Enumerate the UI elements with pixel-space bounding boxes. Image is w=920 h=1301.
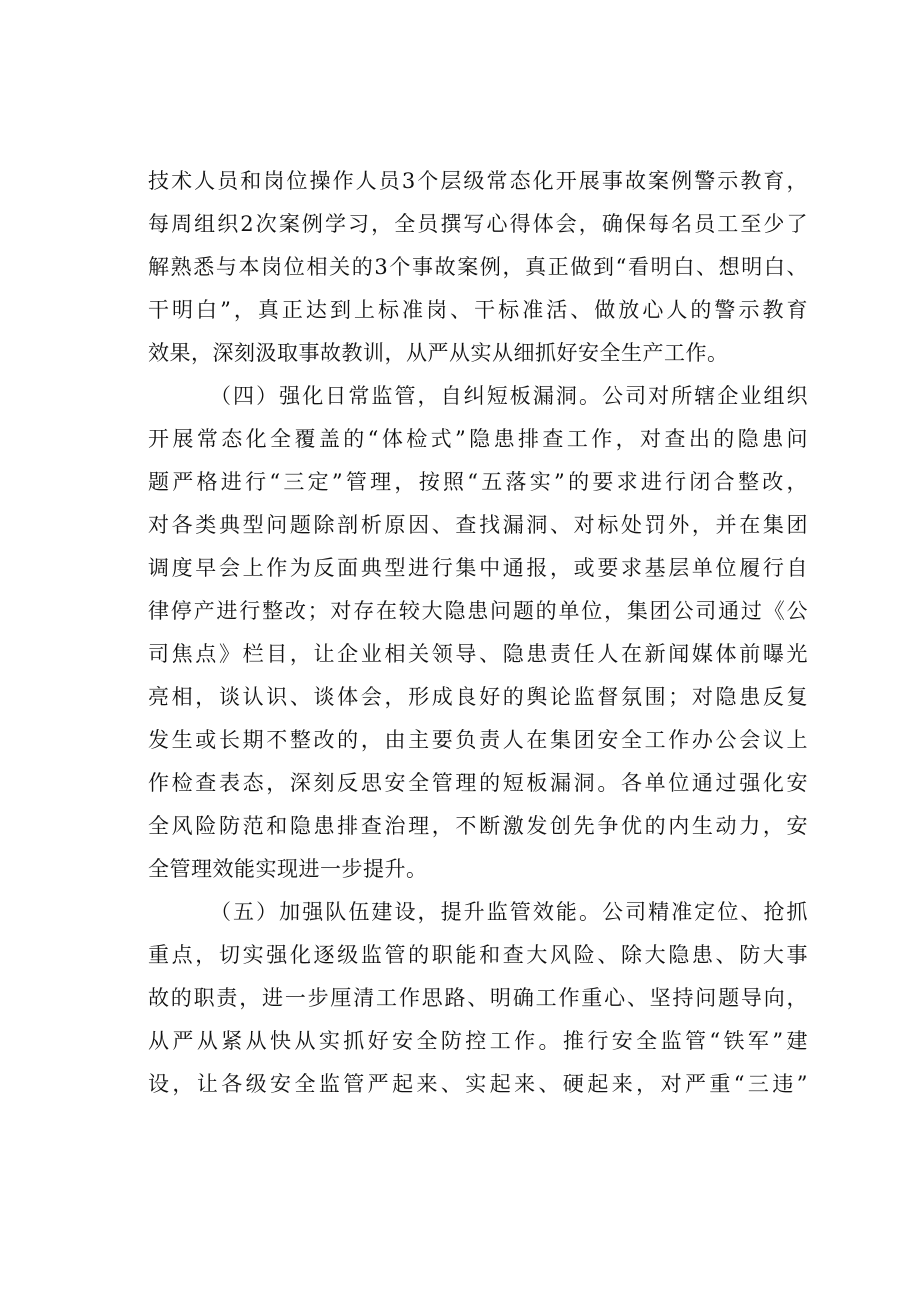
text-line: 设，让各级安全监管严起来、实起来、硬起来，对严重“三违” <box>148 1072 808 1096</box>
text-line: 效果，深刻汲取事故教训，从严从实从细抓好安全生产工作。 <box>148 341 729 365</box>
paragraph-heading-5: （五）加强队伍建设，提升监管效能。公司精准定位、抢抓 <box>210 900 808 924</box>
text-line: 司焦点》栏目，让企业相关领导、隐患责任人在新闻媒体前曝光 <box>148 642 808 666</box>
text-line: 全管理效能实现进一步提升。 <box>148 857 428 881</box>
text-line: 作检查表态，深刻反思安全管理的短板漏洞。各单位通过强化安 <box>148 771 808 795</box>
text-line: 调度早会上作为反面典型进行集中通报，或要求基层单位履行自 <box>148 556 808 580</box>
text-line: 开展常态化全覆盖的“体检式”隐患排查工作，对查出的隐患问 <box>148 427 808 451</box>
text-line: 技术人员和岗位操作人员3个层级常态化开展事故案例警示教育， <box>148 169 808 193</box>
text-line: 每周组织2次案例学习，全员撰写心得体会，确保每名员工至少了 <box>148 212 808 236</box>
text-line: 全风险防范和隐患排查治理，不断激发创先争优的内生动力，安 <box>148 814 808 838</box>
text-line: 从严从紧从快从实抓好安全防控工作。推行安全监管“铁军”建 <box>148 1029 808 1053</box>
paragraph-heading-4: （四）强化日常监管，自纠短板漏洞。公司对所辖企业组织 <box>210 384 808 408</box>
text-line: 亮相，谈认识、谈体会，形成良好的舆论监督氛围；对隐患反复 <box>148 685 808 709</box>
text-line: 律停产进行整改；对存在较大隐患问题的单位，集团公司通过《公 <box>148 599 808 623</box>
text-line: 对各类典型问题除剖析原因、查找漏洞、对标处罚外，并在集团 <box>148 513 808 537</box>
text-line: 题严格进行“三定”管理，按照“五落实”的要求进行闭合整改， <box>148 470 808 494</box>
text-line: 重点，切实强化逐级监管的职能和查大风险、除大隐患、防大事 <box>148 943 808 967</box>
text-line: 解熟悉与本岗位相关的3个事故案例，真正做到“看明白、想明白、 <box>148 255 808 279</box>
text-line: 干明白”，真正达到上标准岗、干标准活、做放心人的警示教育 <box>148 298 808 322</box>
text-line: 故的职责，进一步厘清工作思路、明确工作重心、坚持问题导向， <box>148 986 808 1010</box>
text-line: 发生或长期不整改的，由主要负责人在集团安全工作办公会议上 <box>148 728 808 752</box>
